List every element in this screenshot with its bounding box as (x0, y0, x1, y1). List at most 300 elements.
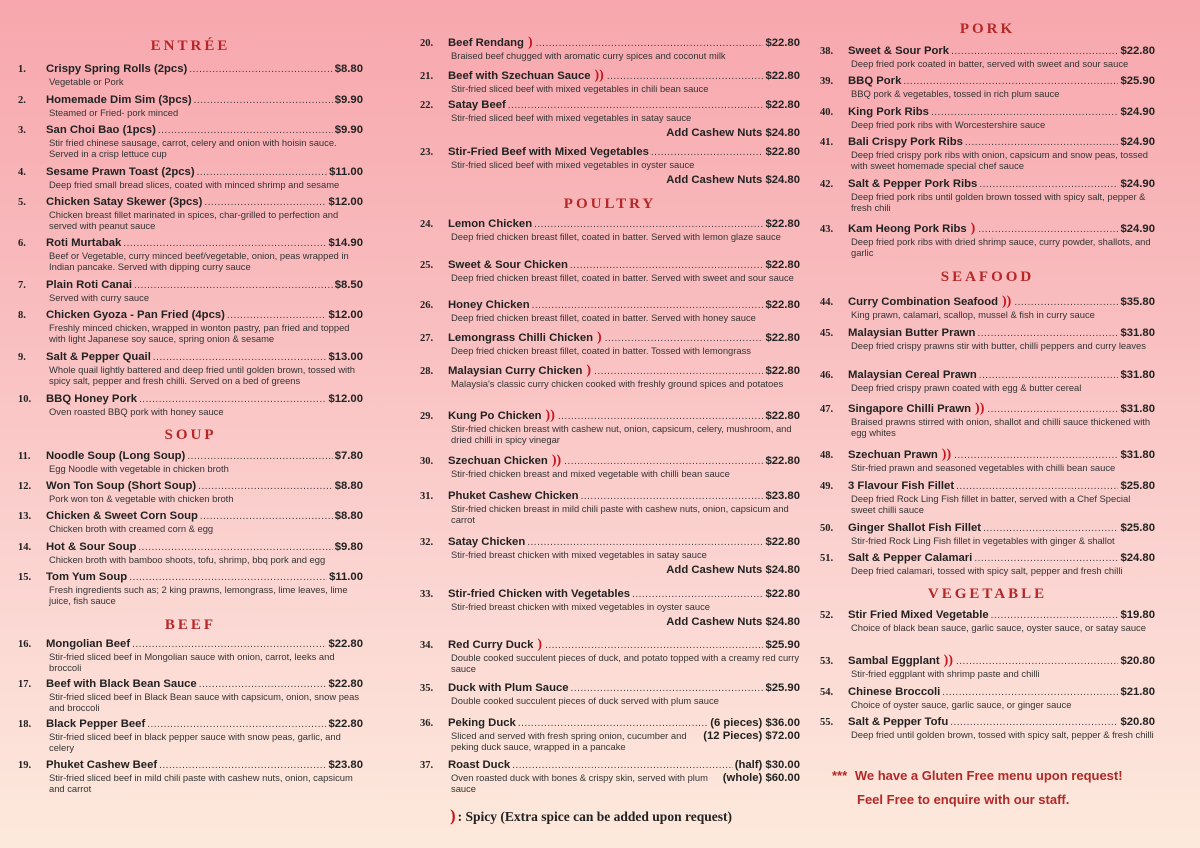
add-cashew-option: Add Cashew Nuts $24.80 (666, 564, 800, 577)
menu-item (820, 136, 1155, 172)
leader-dots (991, 609, 1119, 622)
section-heading-beef: BEEF (164, 617, 217, 633)
item-price: (half) $30.00 (734, 759, 800, 771)
item-number: 20. (420, 38, 434, 49)
add-cashew-option: Add Cashew Nuts $24.80 (666, 127, 800, 140)
leader-dots (931, 106, 1118, 119)
menu-item (18, 480, 363, 504)
item-price: $22.80 (328, 718, 363, 730)
item-name: Honey Chicken (448, 299, 530, 311)
item-name: Roast Duck (448, 759, 511, 771)
item-number: 51. (820, 553, 834, 564)
leader-dots (594, 365, 763, 378)
item-description: Stir-fried sliced beef in mild chili paste with cashew nuts, onion, capsicum and carrot (49, 772, 353, 795)
item-name: Chicken Gyoza - Pan Fried (4pcs) (46, 309, 225, 321)
item-number: 39. (820, 76, 834, 87)
menu-item (820, 686, 1155, 710)
chili-icon: ) (970, 221, 976, 236)
item-description: Deep fried chicken breast fillet, coated in batter. Served with lemon glaze sauce (451, 231, 781, 242)
menu-column-right (820, 0, 1155, 848)
item-name: Black Pepper Beef (46, 718, 146, 730)
leader-dots (965, 136, 1119, 149)
item-price: $9.90 (334, 124, 363, 136)
item-name: Ginger Shallot Fish Fillet (848, 522, 982, 534)
item-price-alt: (whole) $60.00 (722, 772, 800, 784)
item-name: Singapore Chilli Prawn (848, 403, 972, 415)
item-price: $8.80 (334, 63, 363, 75)
leader-dots (153, 351, 327, 364)
item-price: $8.80 (334, 480, 363, 492)
enquire-note: Feel Free to enquire with our staff. (857, 792, 1070, 807)
leader-dots (123, 237, 326, 250)
leader-dots (974, 552, 1118, 565)
item-price: $20.80 (1120, 655, 1155, 667)
item-price: $13.00 (328, 351, 363, 363)
menu-item (420, 259, 800, 283)
item-name: Peking Duck (448, 717, 516, 729)
item-number: 53. (820, 656, 834, 667)
leader-dots (987, 403, 1118, 416)
item-price: $22.80 (765, 410, 800, 422)
item-number: 6. (18, 238, 26, 249)
item-price: $31.80 (1120, 449, 1155, 461)
item-price: $31.80 (1120, 327, 1155, 339)
leader-dots (194, 94, 333, 107)
menu-item (18, 279, 363, 303)
item-description: Egg Noodle with vegetable in chicken broth (49, 463, 229, 474)
item-name: Sambal Eggplant (848, 655, 940, 667)
item-description: Choice of black bean sauce, garlic sauce, oyster sauce, or satay sauce (851, 622, 1146, 633)
item-price: $22.80 (765, 146, 800, 158)
item-name: Tom Yum Soup (46, 571, 128, 583)
section-heading-seafood: SEAFOOD (940, 269, 1035, 285)
gluten-free-text: We have a Gluten Free menu upon request! (854, 768, 1123, 783)
chili-icon: )) (1002, 294, 1012, 309)
item-name: Satay Beef (448, 99, 506, 111)
leader-dots (199, 678, 327, 691)
item-name: Chicken Satay Skewer (3pcs) (46, 196, 203, 208)
leader-dots (571, 682, 764, 695)
item-description: Stir-fried prawn and seasoned vegetables with chilli bean sauce (851, 462, 1116, 473)
leader-dots (197, 166, 327, 179)
item-name: Szechuan Prawn (848, 449, 938, 461)
leader-dots (581, 490, 764, 503)
leader-dots (570, 259, 764, 272)
section-heading-vegetable: VEGETABLE (927, 586, 1048, 602)
leader-dots (983, 522, 1118, 535)
menu-item (820, 609, 1155, 633)
leader-dots (558, 410, 764, 423)
item-price: $8.50 (334, 279, 363, 291)
item-number: 33. (420, 589, 434, 600)
item-number: 35. (420, 683, 434, 694)
item-number: 37. (420, 760, 434, 771)
section-heading-soup: SOUP (164, 427, 217, 443)
menu-item (420, 588, 800, 629)
menu-item (420, 146, 800, 187)
section-heading-pork: PORK (959, 21, 1016, 37)
leader-dots (1014, 296, 1118, 309)
leader-dots (158, 124, 333, 137)
menu-item (18, 237, 363, 273)
item-price: $9.90 (334, 94, 363, 106)
item-description: Chicken breast fillet marinated in spices, char-grilled to perfection and served with peanut sauce (49, 209, 339, 232)
menu-item (820, 223, 1155, 259)
item-description: Deep fried pork ribs with Worcestershire sauce (851, 119, 1046, 130)
item-number: 31. (420, 491, 434, 502)
item-number: 8. (18, 310, 26, 321)
item-description: Double cooked succulent pieces of duck, and potato topped with a creamy red curry sauce (451, 652, 800, 675)
item-description: Stir-fried Rock Ling Fish fillet in vegetables with ginger & shallot (851, 535, 1115, 546)
menu-item (820, 327, 1155, 351)
item-price: $22.80 (1120, 45, 1155, 57)
item-number: 2. (18, 95, 26, 106)
menu-item (820, 552, 1155, 576)
item-description: King prawn, calamari, scallop, mussel & fish in curry sauce (851, 309, 1095, 320)
leader-dots (564, 455, 763, 468)
item-price: $22.80 (328, 638, 363, 650)
item-description: Stir-fried chicken breast with cashew nut, onion, capsicum, celery, mushroom, and dried chilli in spicy vinegar (451, 423, 792, 446)
item-name: San Choi Bao (1pcs) (46, 124, 156, 136)
item-description: Deep fried small bread slices, coated with minced shrimp and sesame (49, 179, 340, 190)
item-description: Choice of oyster sauce, garlic sauce, or ginger sauce (851, 699, 1072, 710)
menu-item (18, 94, 363, 118)
item-number: 19. (18, 760, 32, 771)
leader-dots (534, 218, 763, 231)
menu-item (420, 490, 800, 526)
item-name: Chicken & Sweet Corn Soup (46, 510, 198, 522)
leader-dots (545, 639, 763, 652)
item-description: Stir-fried sliced beef in Black Bean sauce with capsicum, onion, snow peas and broccoli (49, 691, 360, 714)
item-name: Curry Combination Seafood (848, 296, 999, 308)
item-description: Deep fried chicken breast fillet, coated in batter. Tossed with lemongrass (451, 345, 751, 356)
item-price: $22.80 (765, 588, 800, 600)
item-number: 23. (420, 147, 434, 158)
leader-dots (651, 146, 764, 159)
item-price: $14.90 (328, 237, 363, 249)
leader-dots (204, 196, 326, 209)
menu-item (420, 682, 800, 706)
chili-icon: )) (941, 447, 952, 462)
item-description: Sliced and served with fresh spring onion, cucumber and peking duck sauce, wrapped in a pancake (451, 730, 687, 753)
menu-item (18, 166, 363, 190)
item-description: Freshly minced chicken, wrapped in wonton pastry, pan fried and topped with light Japanese soy sauce, spring onion & sesame (49, 322, 350, 345)
leader-dots (978, 223, 1118, 236)
item-number: 29. (420, 411, 434, 422)
item-description: Stir-fried sliced beef with mixed vegetables in oyster sauce (451, 159, 695, 170)
menu-item (420, 455, 800, 479)
leader-dots (187, 450, 332, 463)
menu-item (420, 299, 800, 323)
item-name: Salt & Pepper Tofu (848, 716, 949, 728)
leader-dots (632, 588, 763, 601)
item-description: Stir-fried sliced beef with mixed vegetables in satay sauce (451, 112, 692, 123)
item-number: 44. (820, 297, 834, 308)
item-number: 7. (18, 280, 26, 291)
item-description: Oven roasted BBQ pork with honey sauce (49, 406, 224, 417)
item-name: Stir Fried Mixed Vegetable (848, 609, 989, 621)
menu-item (18, 63, 363, 87)
menu-item (18, 571, 363, 607)
item-number: 3. (18, 125, 26, 136)
item-price: $22.80 (765, 99, 800, 111)
menu-item (18, 541, 363, 565)
item-name: Beef with Szechuan Sauce (448, 70, 591, 82)
item-number: 16. (18, 639, 32, 650)
item-description: Steamed or Fried- pork minced (49, 107, 179, 118)
chili-icon: )) (943, 653, 953, 668)
item-description: Stir-fried breast chicken with mixed vegetables in satay sauce (451, 549, 707, 560)
menu-item (820, 716, 1155, 740)
item-name: Stir-fried Chicken with Vegetables (448, 588, 631, 600)
leader-dots (951, 45, 1118, 58)
menu-column-middle (420, 0, 800, 848)
item-name: Roti Murtabak (46, 237, 122, 249)
item-number: 26. (420, 300, 434, 311)
item-description: Fresh ingredients such as; 2 king prawns, lemongrass, lime leaves, lime juice, fish sauce (49, 584, 348, 607)
leader-dots (227, 309, 327, 322)
item-price: $25.90 (1120, 75, 1155, 87)
leader-dots (518, 717, 708, 730)
item-price: $12.00 (328, 393, 363, 405)
item-description: Stir-fried sliced beef with mixed vegetables in chili bean sauce (451, 83, 709, 94)
item-name: Stir-Fried Beef with Mixed Vegetables (448, 146, 649, 158)
item-price: $31.80 (1120, 403, 1155, 415)
item-description: Deep fried crispy prawns stir with butter, chilli peppers and curry leaves (851, 340, 1146, 351)
item-price: $23.80 (765, 490, 800, 502)
menu-item (820, 480, 1155, 516)
spicy-legend-text: : Spicy (Extra spice can be added upon request) (457, 809, 732, 824)
item-name: BBQ Honey Pork (46, 393, 138, 405)
menu-item (420, 332, 800, 356)
menu-item (18, 759, 363, 795)
item-price: $23.80 (328, 759, 363, 771)
menu-item (420, 365, 800, 389)
item-price: $25.80 (1120, 480, 1155, 492)
leader-dots (942, 686, 1118, 699)
menu-item (820, 369, 1155, 393)
chili-icon: )) (545, 408, 555, 423)
leader-dots (147, 718, 326, 731)
item-name: Crispy Spring Rolls (2pcs) (46, 63, 188, 75)
item-description: Deep fried pork ribs with dried shrimp sauce, curry powder, shallots, and garlic (851, 236, 1151, 259)
item-description: Chicken broth with bamboo shoots, tofu, shrimp, bbq pork and egg (49, 554, 326, 565)
leader-dots (607, 70, 764, 83)
item-name: Beef Rendang (448, 37, 524, 49)
menu-item (420, 717, 800, 753)
item-price: $20.80 (1120, 716, 1155, 728)
item-price: $22.80 (765, 37, 800, 49)
item-number: 25. (420, 260, 434, 271)
item-price: $35.80 (1120, 296, 1155, 308)
leader-dots (159, 759, 326, 772)
item-number: 30. (420, 456, 434, 467)
item-name: Kung Po Chicken (448, 410, 542, 422)
item-price: $24.90 (1120, 178, 1155, 190)
item-name: Noodle Soup (Long Soup) (46, 450, 186, 462)
item-number: 11. (18, 451, 31, 462)
chili-icon: )) (594, 68, 604, 83)
item-name: Salt & Pepper Pork Ribs (848, 178, 978, 190)
leader-dots (139, 393, 326, 406)
item-name: Duck with Plum Sauce (448, 682, 569, 694)
item-price: $24.90 (1120, 106, 1155, 118)
menu-item (420, 639, 800, 675)
item-price: $11.00 (329, 571, 363, 583)
item-name: Salt & Pepper Calamari (848, 552, 973, 564)
item-name: Hot & Sour Soup (46, 541, 137, 553)
item-price: $25.90 (765, 639, 800, 651)
item-description: Stir-fried eggplant with shrimp paste and chilli (851, 668, 1040, 679)
chili-icon: ) (527, 35, 533, 50)
item-name: Sweet & Sour Chicken (448, 259, 568, 271)
section-heading-entree: ENTRÉE (150, 38, 231, 54)
item-name: Sesame Prawn Toast (2pcs) (46, 166, 195, 178)
leader-dots (979, 369, 1119, 382)
item-description: Deep fried crispy prawn coated with egg & butter cereal (851, 382, 1082, 393)
item-description: Deep fried calamari, tossed with spicy salt, pepper and fresh chilli (851, 565, 1123, 576)
item-description: Stir-fried chicken breast and mixed vegetable with chilli bean sauce (451, 468, 730, 479)
item-number: 10. (18, 394, 32, 405)
item-price: $7.80 (334, 450, 363, 462)
item-name: BBQ Pork (848, 75, 902, 87)
menu-item (820, 178, 1155, 214)
leader-dots (956, 480, 1118, 493)
item-name: Satay Chicken (448, 536, 526, 548)
item-price: $22.80 (765, 70, 800, 82)
item-price: $22.80 (765, 365, 800, 377)
item-number: 21. (420, 71, 434, 82)
leader-dots (189, 63, 332, 76)
leader-dots (950, 716, 1118, 729)
chili-icon: )) (551, 453, 562, 468)
menu-item (820, 655, 1155, 679)
chili-icon: ) (450, 806, 456, 825)
item-name: Chinese Broccoli (848, 686, 941, 698)
item-description: Stir-fried chicken breast in mild chili paste with cashew nuts, onion, capsicum and carrot (451, 503, 789, 526)
leader-dots (512, 759, 733, 772)
menu-item (18, 351, 363, 387)
item-number: 38. (820, 46, 834, 57)
menu-item (420, 536, 800, 577)
leader-dots (903, 75, 1118, 88)
menu-item (18, 678, 363, 714)
item-number: 47. (820, 404, 834, 415)
menu-column-left (18, 0, 363, 848)
item-price: $31.80 (1120, 369, 1155, 381)
chili-icon: ) (586, 363, 592, 378)
menu-item (420, 759, 800, 795)
item-name: Mongolian Beef (46, 638, 131, 650)
menu-item (820, 403, 1155, 439)
menu-item (18, 124, 363, 160)
item-description: Deep fried until golden brown, tossed with spicy salt, pepper & fresh chilli (851, 729, 1154, 740)
menu-item (820, 296, 1155, 320)
item-name: Malaysian Butter Prawn (848, 327, 976, 339)
gluten-free-note (832, 768, 1123, 783)
item-price: $11.00 (329, 166, 363, 178)
item-number: 27. (420, 333, 434, 344)
note-stars: *** (832, 768, 848, 783)
item-price: $24.90 (1120, 223, 1155, 235)
menu-item (420, 218, 800, 242)
item-description: Deep fried crispy pork ribs with onion, capsicum and snow peas, tossed with sweet homemade special chef sauce (851, 149, 1149, 172)
item-name: Phuket Cashew Chicken (448, 490, 579, 502)
menu-item (18, 718, 363, 754)
item-description: BBQ pork & vegetables, tossed in rich plum sauce (851, 88, 1060, 99)
item-name: Salt & Pepper Quail (46, 351, 151, 363)
item-description: Pork won ton & vegetable with chicken broth (49, 493, 234, 504)
item-description: Oven roasted duck with bones & crispy skin, served with plum sauce (451, 772, 708, 795)
item-price: $22.80 (765, 259, 800, 271)
item-number: 28. (420, 366, 434, 377)
item-price: $24.90 (1120, 136, 1155, 148)
leader-dots (979, 178, 1118, 191)
item-number: 48. (820, 450, 834, 461)
leader-dots (536, 37, 764, 50)
item-name: Lemon Chicken (448, 218, 533, 230)
menu-item (18, 510, 363, 534)
item-price: $9.80 (334, 541, 363, 553)
leader-dots (200, 510, 333, 523)
item-number: 18. (18, 719, 32, 730)
item-number: 36. (420, 718, 434, 729)
chili-icon: )) (975, 401, 985, 416)
item-name: Kam Heong Pork Ribs (848, 223, 967, 235)
item-number: 42. (820, 179, 834, 190)
item-number: 4. (18, 167, 26, 178)
item-number: 17. (18, 679, 32, 690)
item-number: 24. (420, 219, 434, 230)
menu-item (420, 70, 800, 94)
menu-item (18, 638, 363, 674)
item-number: 22. (420, 100, 434, 111)
leader-dots (134, 279, 333, 292)
leader-dots (138, 541, 332, 554)
menu-item (820, 75, 1155, 99)
item-number: 45. (820, 328, 834, 339)
item-price: $22.80 (765, 332, 800, 344)
add-cashew-option: Add Cashew Nuts $24.80 (666, 174, 800, 187)
leader-dots (527, 536, 763, 549)
item-number: 54. (820, 687, 834, 698)
item-price: $22.80 (765, 218, 800, 230)
item-price: $25.90 (765, 682, 800, 694)
item-name: Bali Crispy Pork Ribs (848, 136, 963, 148)
item-description: Stir-fried breast chicken with mixed vegetables in oyster sauce (451, 601, 710, 612)
leader-dots (956, 655, 1118, 668)
item-number: 5. (18, 197, 26, 208)
item-number: 34. (420, 640, 434, 651)
leader-dots (129, 571, 327, 584)
item-price-alt: (12 Pieces) $72.00 (703, 730, 800, 742)
item-description: Deep fried pork ribs until golden brown tossed with spicy salt, pepper & fresh chili (851, 191, 1146, 214)
leader-dots (198, 480, 333, 493)
item-description: Vegetable or Pork (49, 76, 124, 87)
item-description: Stir-fried sliced beef in Mongolian sauce with onion, carrot, leeks and broccoli (49, 651, 335, 674)
item-price: $25.80 (1120, 522, 1155, 534)
item-price: $24.80 (1120, 552, 1155, 564)
item-description: Served with curry sauce (49, 292, 150, 303)
item-name: 3 Flavour Fish Fillet (848, 480, 955, 492)
item-description: Braised prawns stirred with onion, shallot and chilli sauce thickened with egg whites (851, 416, 1151, 439)
leader-dots (954, 449, 1118, 462)
item-name: Malaysian Cereal Prawn (848, 369, 977, 381)
item-number: 40. (820, 107, 834, 118)
menu-item (420, 37, 800, 61)
item-price: $8.80 (334, 510, 363, 522)
item-description: Beef or Vegetable, curry minced beef/vegetable, onion, peas wrapped in Indian pancake. Served with dipping curry sauce (49, 250, 349, 273)
